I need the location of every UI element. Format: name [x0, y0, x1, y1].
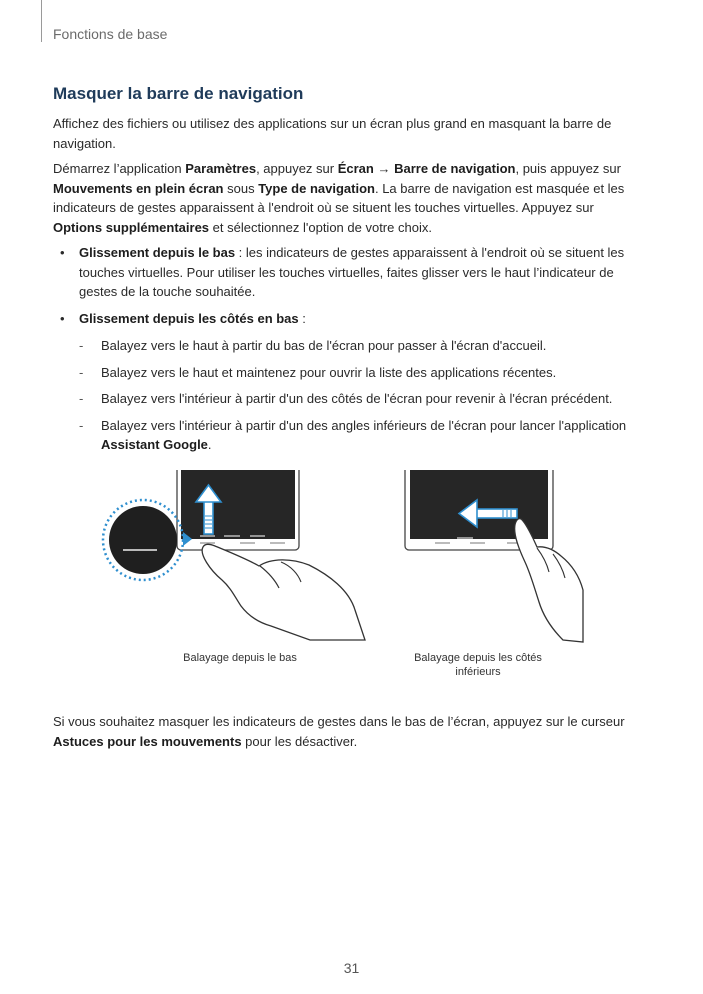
dash-marker: -: [79, 338, 84, 353]
text-run: Démarrez l’application: [53, 161, 186, 176]
text-run: et sélectionnez l'option de votre choix.: [209, 219, 432, 235]
bold-navigation-type: Type de navigation: [258, 180, 375, 196]
sub-list-item: [79, 336, 643, 356]
page-title: Masquer la barre de navigation: [53, 84, 304, 103]
text-run: sous: [223, 180, 259, 196]
text-run: . La barre de navigation est masquée et les indicateurs de gestes apparaissent à l'endroit où se situent les touches virtuelles. Appuyez sur: [53, 180, 625, 215]
option-description: : les indicateurs de gestes apparaissent à l'endroit où se situent les touches virtuelles. Pour utiliser les touches virtuelles, faites glisser vers le haut l’indicateur de gestes de la touche souhaitée.: [79, 245, 625, 299]
caption-swipe-bottom: Balayage depuis le bas: [183, 652, 297, 664]
sub-list-item: [79, 416, 643, 455]
option-description: :: [298, 310, 306, 326]
hand-icon: [202, 544, 365, 640]
intro-paragraph: Affichez des fichiers ou utilisez des applications sur un écran plus grand en masquant la barre de navigation.: [53, 116, 612, 151]
caption-line: Balayage depuis les côtés: [414, 652, 542, 664]
bold-assistant-google: Assistant Google: [101, 437, 208, 452]
list-item: [53, 309, 643, 455]
illustration-swipe-sides: [395, 470, 585, 645]
sub-list: [79, 336, 643, 455]
page-number: 31: [343, 960, 360, 976]
text-run: pour les désactiver.: [241, 734, 358, 749]
text-run: , appuyez sur: [256, 161, 338, 176]
text-run: , puis appuyez sur: [515, 161, 621, 176]
dash-marker: -: [79, 364, 84, 380]
header-rule: [41, 0, 42, 42]
dash-marker: -: [79, 391, 84, 406]
sub-item-text: .: [207, 437, 212, 452]
bold-more-options: Options supplémentaires: [53, 219, 210, 235]
option-swipe-sides: Glissement depuis les côtés en bas: [79, 310, 299, 326]
bullet-marker: •: [60, 245, 65, 260]
gesture-options-list: [53, 243, 643, 455]
sub-item-text: Balayez vers l'intérieur à partir d'un des côtés de l'écran pour revenir à l'écran précédent.: [101, 391, 613, 406]
sub-item-text: Balayez vers l'intérieur à partir d'un des angles inférieurs de l'écran pour lancer l'application: [101, 417, 627, 433]
sub-item-text: Balayez vers le haut et maintenez pour ouvrir la liste des applications récentes.: [101, 364, 557, 380]
main-content: [53, 114, 643, 462]
list-item: [53, 243, 643, 302]
bullet-marker: •: [60, 310, 65, 326]
tips-paragraph: [53, 712, 643, 752]
caption-line: inférieurs: [455, 666, 501, 678]
sub-item-text: Balayez vers le haut à partir du bas de l'écran pour passer à l'écran d'accueil.: [101, 338, 547, 353]
sub-list-item: [79, 363, 643, 383]
dash-marker: -: [79, 417, 84, 433]
caption-swipe-sides: [388, 651, 568, 679]
option-swipe-bottom: Glissement depuis le bas: [79, 245, 236, 260]
bold-settings: Paramètres: [185, 161, 257, 176]
bold-screen: Écran: [337, 161, 374, 176]
bold-navigation-bar: Barre de navigation: [394, 161, 516, 176]
phone-device: [177, 470, 299, 550]
sub-list-item: [79, 389, 643, 409]
instructions-paragraph: [53, 159, 643, 237]
bold-gesture-hints: Astuces pour les mouvements: [53, 734, 242, 749]
arrow-glyph: →: [373, 161, 395, 176]
illustration-swipe-bottom: [95, 470, 375, 645]
bold-fullscreen-gestures: Mouvements en plein écran: [53, 180, 224, 196]
section-header: Fonctions de base: [53, 26, 168, 42]
text-run: Si vous souhaitez masquer les indicateurs de gestes dans le bas de l’écran, appuyez sur le curseur: [53, 714, 625, 729]
